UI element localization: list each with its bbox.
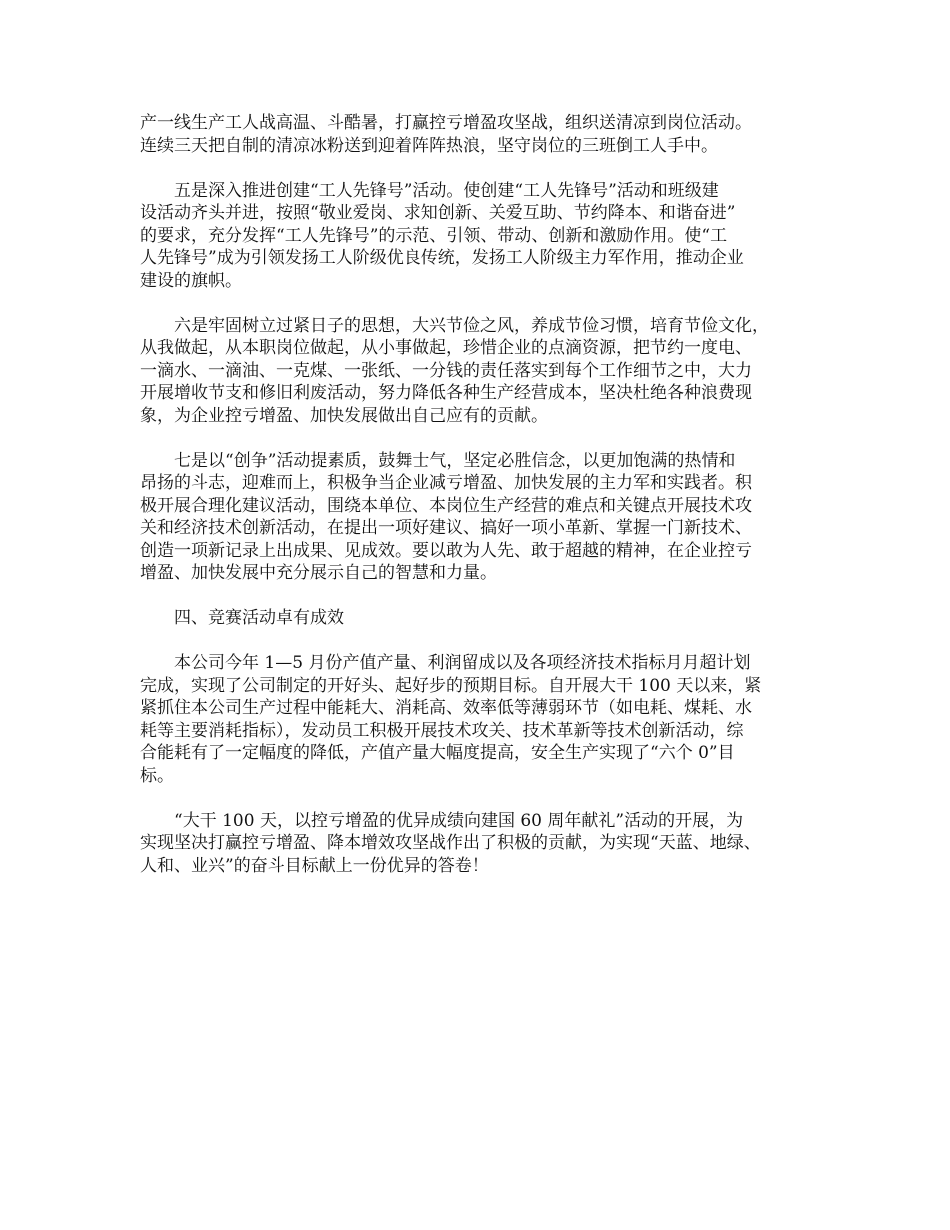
text-line: 完成，实现了公司制定的开好头、起好步的预期目标。自开展大干 100 天以来，紧 — [140, 675, 762, 696]
paragraph-worker-pioneer — [140, 180, 822, 293]
text-line: 连续三天把自制的清凉冰粉送到迎着阵阵热浪，坚守岗位的三班倒工人手中。 — [140, 135, 718, 156]
text-line: 的要求，充分发挥“工人先锋号”的示范、引领、带动、创新和激励作用。使“工 — [140, 225, 728, 246]
text-line: 极开展合理化建议活动，围绕本单位、本岗位生产经营的难点和关键点开展技术攻 — [140, 495, 752, 516]
paragraph-frugality — [140, 315, 822, 428]
text-line: 建设的旗帜。 — [140, 270, 242, 291]
text-line: 五是深入推进创建“工人先锋号”活动。使创建“工人先锋号”活动和班级建 — [174, 180, 719, 201]
text-line: 象，为企业控亏增盈、加快发展做出自己应有的贡献。 — [140, 405, 548, 426]
heading-line: 四、竞赛活动卓有成效 — [174, 608, 344, 628]
text-line: 本公司今年 1—5 月份产值产量、利润留成以及各项经济技术指标月月超计划 — [174, 653, 751, 673]
paragraph-summer-cooling — [140, 112, 822, 157]
text-line: 设活动齐头并进，按照“敬业爱岗、求知创新、关爱互助、节约降本、和谐奋进” — [140, 203, 736, 223]
text-line: 开展增收节支和修旧利废活动，努力降低各种生产经营成本，坚决杜绝各种浪费现 — [140, 383, 752, 403]
text-line: 一滴水、一滴油、一克煤、一张纸、一分钱的责任落实到每个工作细节之中，大力 — [140, 360, 752, 381]
text-line: 合能耗有了一定幅度的降低，产值产量大幅度提高，安全生产实现了“六个 0”目 — [140, 743, 735, 763]
text-line: 人先锋号”成为引领发扬工人阶级优良传统，发扬工人阶级主力军作用，推动企业 — [140, 248, 744, 268]
text-line: 人和、业兴”的奋斗目标献上一份优异的答卷！ — [140, 855, 489, 876]
text-line: 七是以“创争”活动提素质，鼓舞士气，坚定必胜信念，以更加饱满的热情和 — [174, 450, 736, 471]
text-line: “大干 100 天，以控亏增盈的优异成绩向建国 60 周年献礼”活动的开展，为 — [174, 810, 744, 831]
text-line: 昂扬的斗志，迎难而上，积极争当企业减亏增盈、加快发展的主力军和实践者。积 — [140, 473, 752, 493]
text-line: 创造一项新记录上出成果、见成效。要以敢为人先、敢于超越的精神，在企业控亏 — [140, 540, 752, 561]
text-line: 增盈、加快发展中充分展示自己的智慧和力量。 — [140, 563, 497, 583]
text-line: 实现坚决打赢控亏增盈、降本增效攻坚战作出了积极的贡献，为实现“天蓝、地绿、 — [140, 833, 761, 853]
paragraph-innovation — [140, 450, 822, 585]
text-line: 标。 — [140, 765, 174, 786]
paragraph-results — [140, 652, 822, 787]
paragraph-conclusion — [140, 810, 822, 878]
text-line: 从我做起，从本职岗位做起，从小事做起，珍惜企业的点滴资源，把节约一度电、 — [140, 338, 752, 358]
text-line: 耗等主要消耗指标），发动员工积极开展技术攻关、技术革新等技术创新活动，综 — [140, 720, 744, 741]
text-line: 关和经济技术创新活动，在提出一项好建议、搞好一项小革新、掌握一门新技术、 — [140, 518, 752, 538]
text-line: 产一线生产工人战高温、斗酷暑，打赢控亏增盈攻坚战，组织送清凉到岗位活动。 — [140, 113, 752, 133]
text-line: 紧抓住本公司生产过程中能耗大、消耗高、效率低等薄弱环节（如电耗、煤耗、水 — [140, 698, 752, 718]
section-heading — [140, 607, 822, 630]
document-page — [140, 112, 822, 900]
text-line: 六是牢固树立过紧日子的思想，大兴节俭之风，养成节俭习惯，培育节俭文化， — [174, 315, 769, 336]
